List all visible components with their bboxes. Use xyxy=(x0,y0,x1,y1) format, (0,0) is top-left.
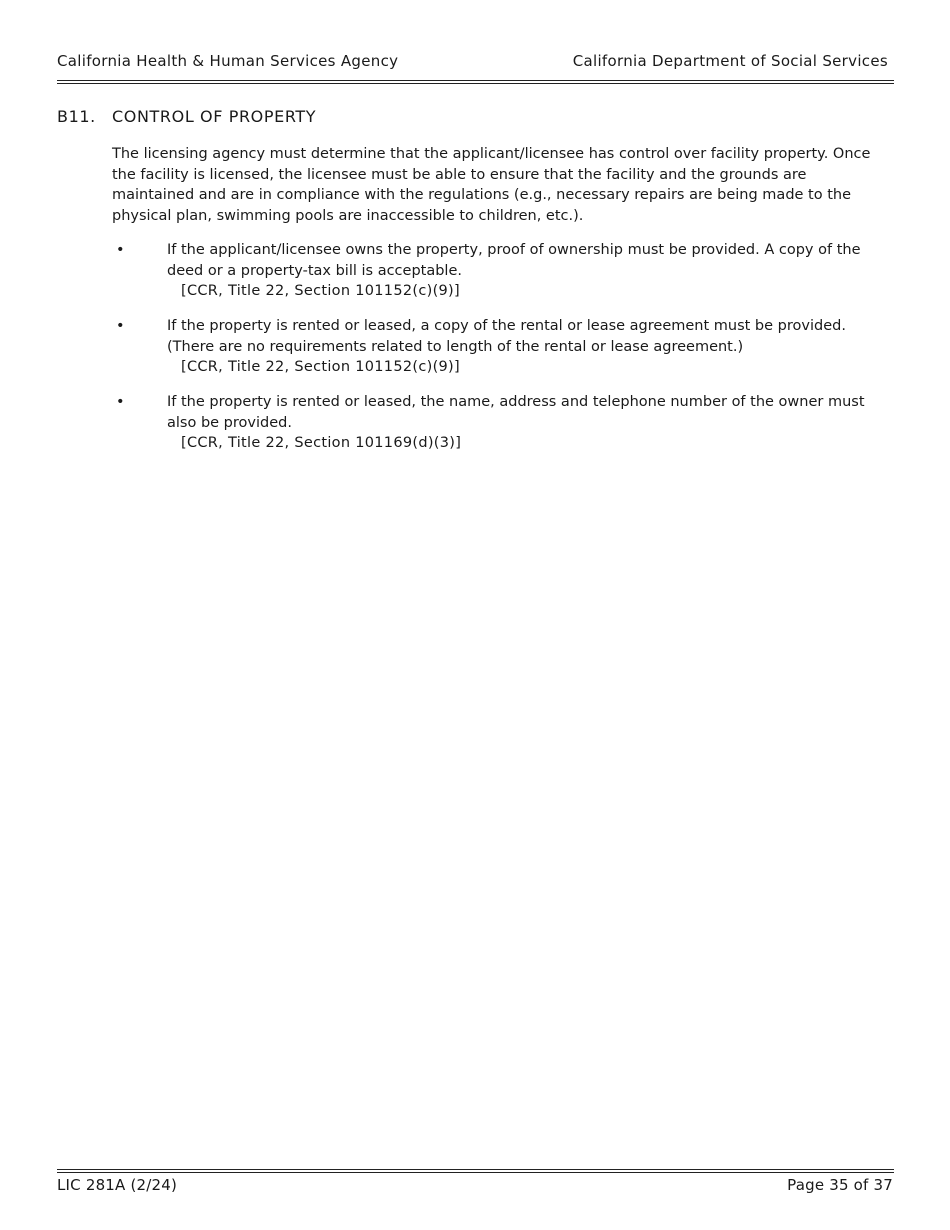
agency-name: California Health & Human Services Agency xyxy=(57,52,399,70)
list-item-text: If the property is rented or leased, a copy of the rental or lease agreement must be provided. (There are no requirements related to length of the rental or lease agreement.) xyxy=(167,318,846,355)
bullet-icon: • xyxy=(116,318,125,334)
form-id: LIC 281A (2/24) xyxy=(57,1176,178,1194)
list-item xyxy=(112,316,892,378)
header-divider xyxy=(57,80,894,84)
list-item-citation: [CCR, Title 22, Section 101169(d)(3)] xyxy=(181,435,462,451)
bullet-icon: • xyxy=(116,242,125,258)
section-heading xyxy=(57,107,316,126)
department-name: California Department of Social Services xyxy=(572,52,888,70)
list-item xyxy=(112,392,892,454)
page-header xyxy=(57,52,893,72)
list-item-text: If the applicant/licensee owns the property, proof of ownership must be provided. A copy of the deed or a property-tax bill is acceptable. xyxy=(167,242,861,279)
bullet-icon: • xyxy=(116,394,125,410)
section-title: CONTROL OF PROPERTY xyxy=(112,107,317,126)
section-intro: The licensing agency must determine that the applicant/licensee has control over facility property. Once the facility is licensed, the licensee must be able to ensure that the facility and the grounds are maintained and are in compliance with the regulations (e.g., necessary repairs are being made to the physical plan, swimming pools are inaccessible to children, etc.). xyxy=(112,146,871,224)
requirements-list xyxy=(112,240,892,468)
list-item-text: If the property is rented or leased, the name, address and telephone number of the owner must also be provided. xyxy=(167,394,865,431)
list-item-citation: [CCR, Title 22, Section 101152(c)(9)] xyxy=(181,359,460,375)
list-item xyxy=(112,240,892,302)
list-item-citation: [CCR, Title 22, Section 101152(c)(9)] xyxy=(181,283,460,299)
page-number: Page 35 of 37 xyxy=(787,1176,893,1194)
footer-divider xyxy=(57,1169,894,1173)
section-number: B11. xyxy=(57,107,96,126)
